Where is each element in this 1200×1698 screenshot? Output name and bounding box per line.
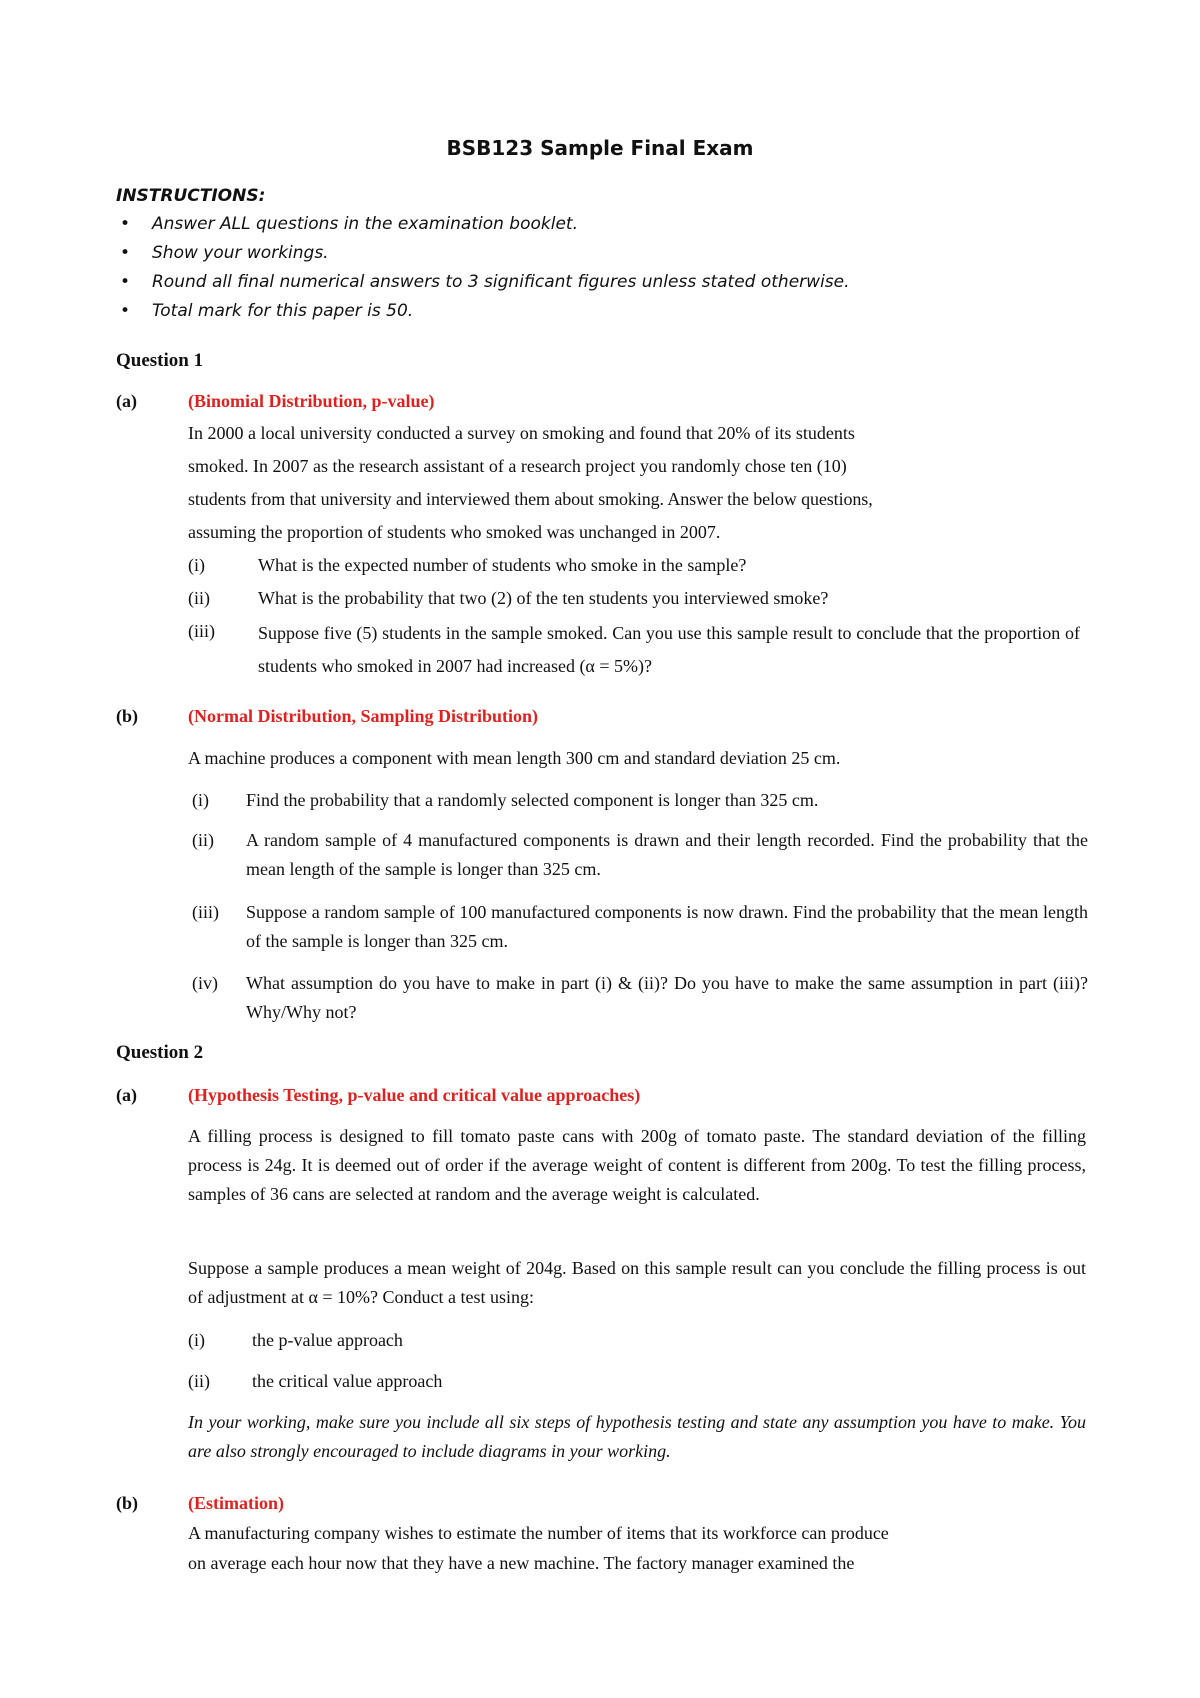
q1b-item-text: What assumption do you have to make in part (i) & (ii)? Do you have to make the same assumption in part (iii)? Why/Why not?: [246, 973, 1088, 1022]
q1a-text-line: In 2000 a local university conducted a survey on smoking and found that 20% of its students: [188, 423, 855, 443]
q2a-item-text: the p-value approach: [252, 1330, 403, 1350]
q1a-item-text: What is the expected number of students who smoke in the sample?: [258, 555, 747, 575]
question-2-heading: Question 2: [116, 1042, 204, 1063]
page-title: BSB123 Sample Final Exam: [446, 136, 754, 160]
instructions-heading: INSTRUCTIONS:: [116, 186, 266, 206]
q1a-item-text: Suppose five (5) students in the sample smoked. Can you use this sample result to conclude that the proportion of students who smoked in 2007 had increased (α = 5%)?: [258, 623, 1080, 676]
q1a-text-line: smoked. In 2007 as the research assistant of a research project you randomly chose ten (10): [188, 456, 847, 476]
q1a-text-line: students from that university and interviewed them about smoking. Answer the below questions,: [188, 489, 873, 509]
q1b-intro: A machine produces a component with mean length 300 cm and standard deviation 25 cm.: [188, 748, 841, 768]
q2a-paragraph: A filling process is designed to fill tomato paste cans with 200g of tomato paste. The standard deviation of the filling process is 24g. It is deemed out of order if the average weight of content is different from 200g. To test the filling process, samples of 36 cans are selected at random and the average weight is calculated.: [188, 1126, 1086, 1204]
q1a-item-text: What is the probability that two (2) of the ten students you interviewed smoke?: [258, 588, 829, 608]
q2a-item-text: the critical value approach: [252, 1371, 443, 1391]
q1b-label: (b): [116, 706, 138, 726]
q2a-paragraph: Suppose a sample produces a mean weight of 204g. Based on this sample result can you conclude the filling process is out of adjustment at α = 10%? Conduct a test using:: [188, 1258, 1086, 1307]
exam-page: BSB123 Sample Final Exam INSTRUCTIONS: • Answer ALL questions in the examination booklet. • Show your workings. • Round all final numerical answers to 3 significant figures unless stated otherwise. • Total mark for this paper is 50. Question 1 (a) (Binomial Distribution, p-value) In 2000 a local university conducted a survey on smoking and found that 20% of its students smoked. In 2007 as the research assistant of a research project you randomly chose ten (10) students from that university and interviewed them about smoking. Answer the below questions, assuming the proportion of students who smoked was unchanged in 2007. (i) What is the expected number of students who smoke in the sample? (ii) What is the probability that two (2) of the ten students you interviewed smoke? (iii) Suppose five (5) students in the sample smoked. Can you use this sample result to conclude that the proportion of students who smoked in 2007 had increased (α = 5%)? (b) (Normal Distribution, Sampling Distribution) A machine produces a component with mean length 300 cm and standard deviation 25 cm. (i) Find the probability that a randomly selected component is longer than 325 cm. (ii) A random sample of 4 manufactured components is drawn and their length recorded. Find the probability that the mean length of the sample is longer than 325 cm. (iii) Suppose a random sample of 100 manufactured components is now drawn. Find the probability that the mean length of the sample is longer than 325 cm. (iv) What assumption do you have to make in part (i) & (ii)? Do you have to make the same assumption in part (iii)? Why/Why not? Question 2 (a) (Hypothesis Testing, p-value and critical value approaches) A filling process is designed to fill tomato paste cans with 200g of tomato paste. The standard deviation of the filling process is 24g. It is deemed out of order if the average weight of content is different from 200g. To test the filling process, samples of 36 cans are selected at random and the average weight is calculated. Suppose a sample produces a mean weight of 204g. Based on this sample result can you conclude the filling process is out of adjustment at α = 10%? Conduct a test using: (i) the p-value approach (ii) the critical value approach In your working, make sure you include all six steps of hypothesis testing and state any assumption you have to make. You are also strongly encouraged to include diagrams in your working. (b) (Estimation) A manufacturing company wishes to estimate the number of items that its workforce can produce on average each hour now that they have a new machine. The factory manager examined the: [0, 0, 1200, 1698]
bullet-icon: •: [120, 214, 131, 234]
q1a-topic: (Binomial Distribution, p-value): [188, 391, 435, 411]
bullet-icon: •: [120, 243, 131, 263]
q1b-item-number: (ii): [192, 830, 214, 850]
q1a-item-number: (iii): [188, 621, 215, 641]
q2a-topic: (Hypothesis Testing, p-value and critical value approaches): [188, 1085, 641, 1105]
q1b-item-text: Find the probability that a randomly selected component is longer than 325 cm.: [246, 790, 819, 810]
q2a-note: In your working, make sure you include all six steps of hypothesis testing and state any assumption you have to make. You are also strongly encouraged to include diagrams in your working.: [188, 1412, 1086, 1461]
bullet-icon: •: [120, 301, 131, 321]
q2b-text-line: on average each hour now that they have a new machine. The factory manager examined the: [188, 1553, 855, 1573]
q2b-text-line: A manufacturing company wishes to estimate the number of items that its workforce can produce: [188, 1523, 889, 1543]
question-1-heading: Question 1: [116, 350, 204, 371]
q1a-item-number: (i): [188, 555, 205, 575]
q1a-item-number: (ii): [188, 588, 210, 608]
q1b-item-number: (i): [192, 790, 209, 810]
q2a-item-number: (ii): [188, 1371, 210, 1391]
q1b-topic: (Normal Distribution, Sampling Distribution): [188, 706, 539, 726]
bullet-icon: •: [120, 272, 131, 292]
q1a-text-line: assuming the proportion of students who smoked was unchanged in 2007.: [188, 522, 721, 542]
q2b-topic: (Estimation): [188, 1493, 284, 1513]
q1a-label: (a): [116, 391, 137, 411]
q1b-item-number: (iv): [192, 973, 218, 993]
q2b-label: (b): [116, 1493, 138, 1513]
q2a-label: (a): [116, 1085, 137, 1105]
q1b-item-text: A random sample of 4 manufactured components is drawn and their length recorded. Find the probability that the mean length of the sample is longer than 325 cm.: [246, 830, 1088, 879]
q1b-item-text: Suppose a random sample of 100 manufactured components is now drawn. Find the probability that the mean length of the sample is longer than 325 cm.: [246, 902, 1088, 951]
q2a-item-number: (i): [188, 1330, 205, 1350]
q1b-item-number: (iii): [192, 902, 219, 922]
